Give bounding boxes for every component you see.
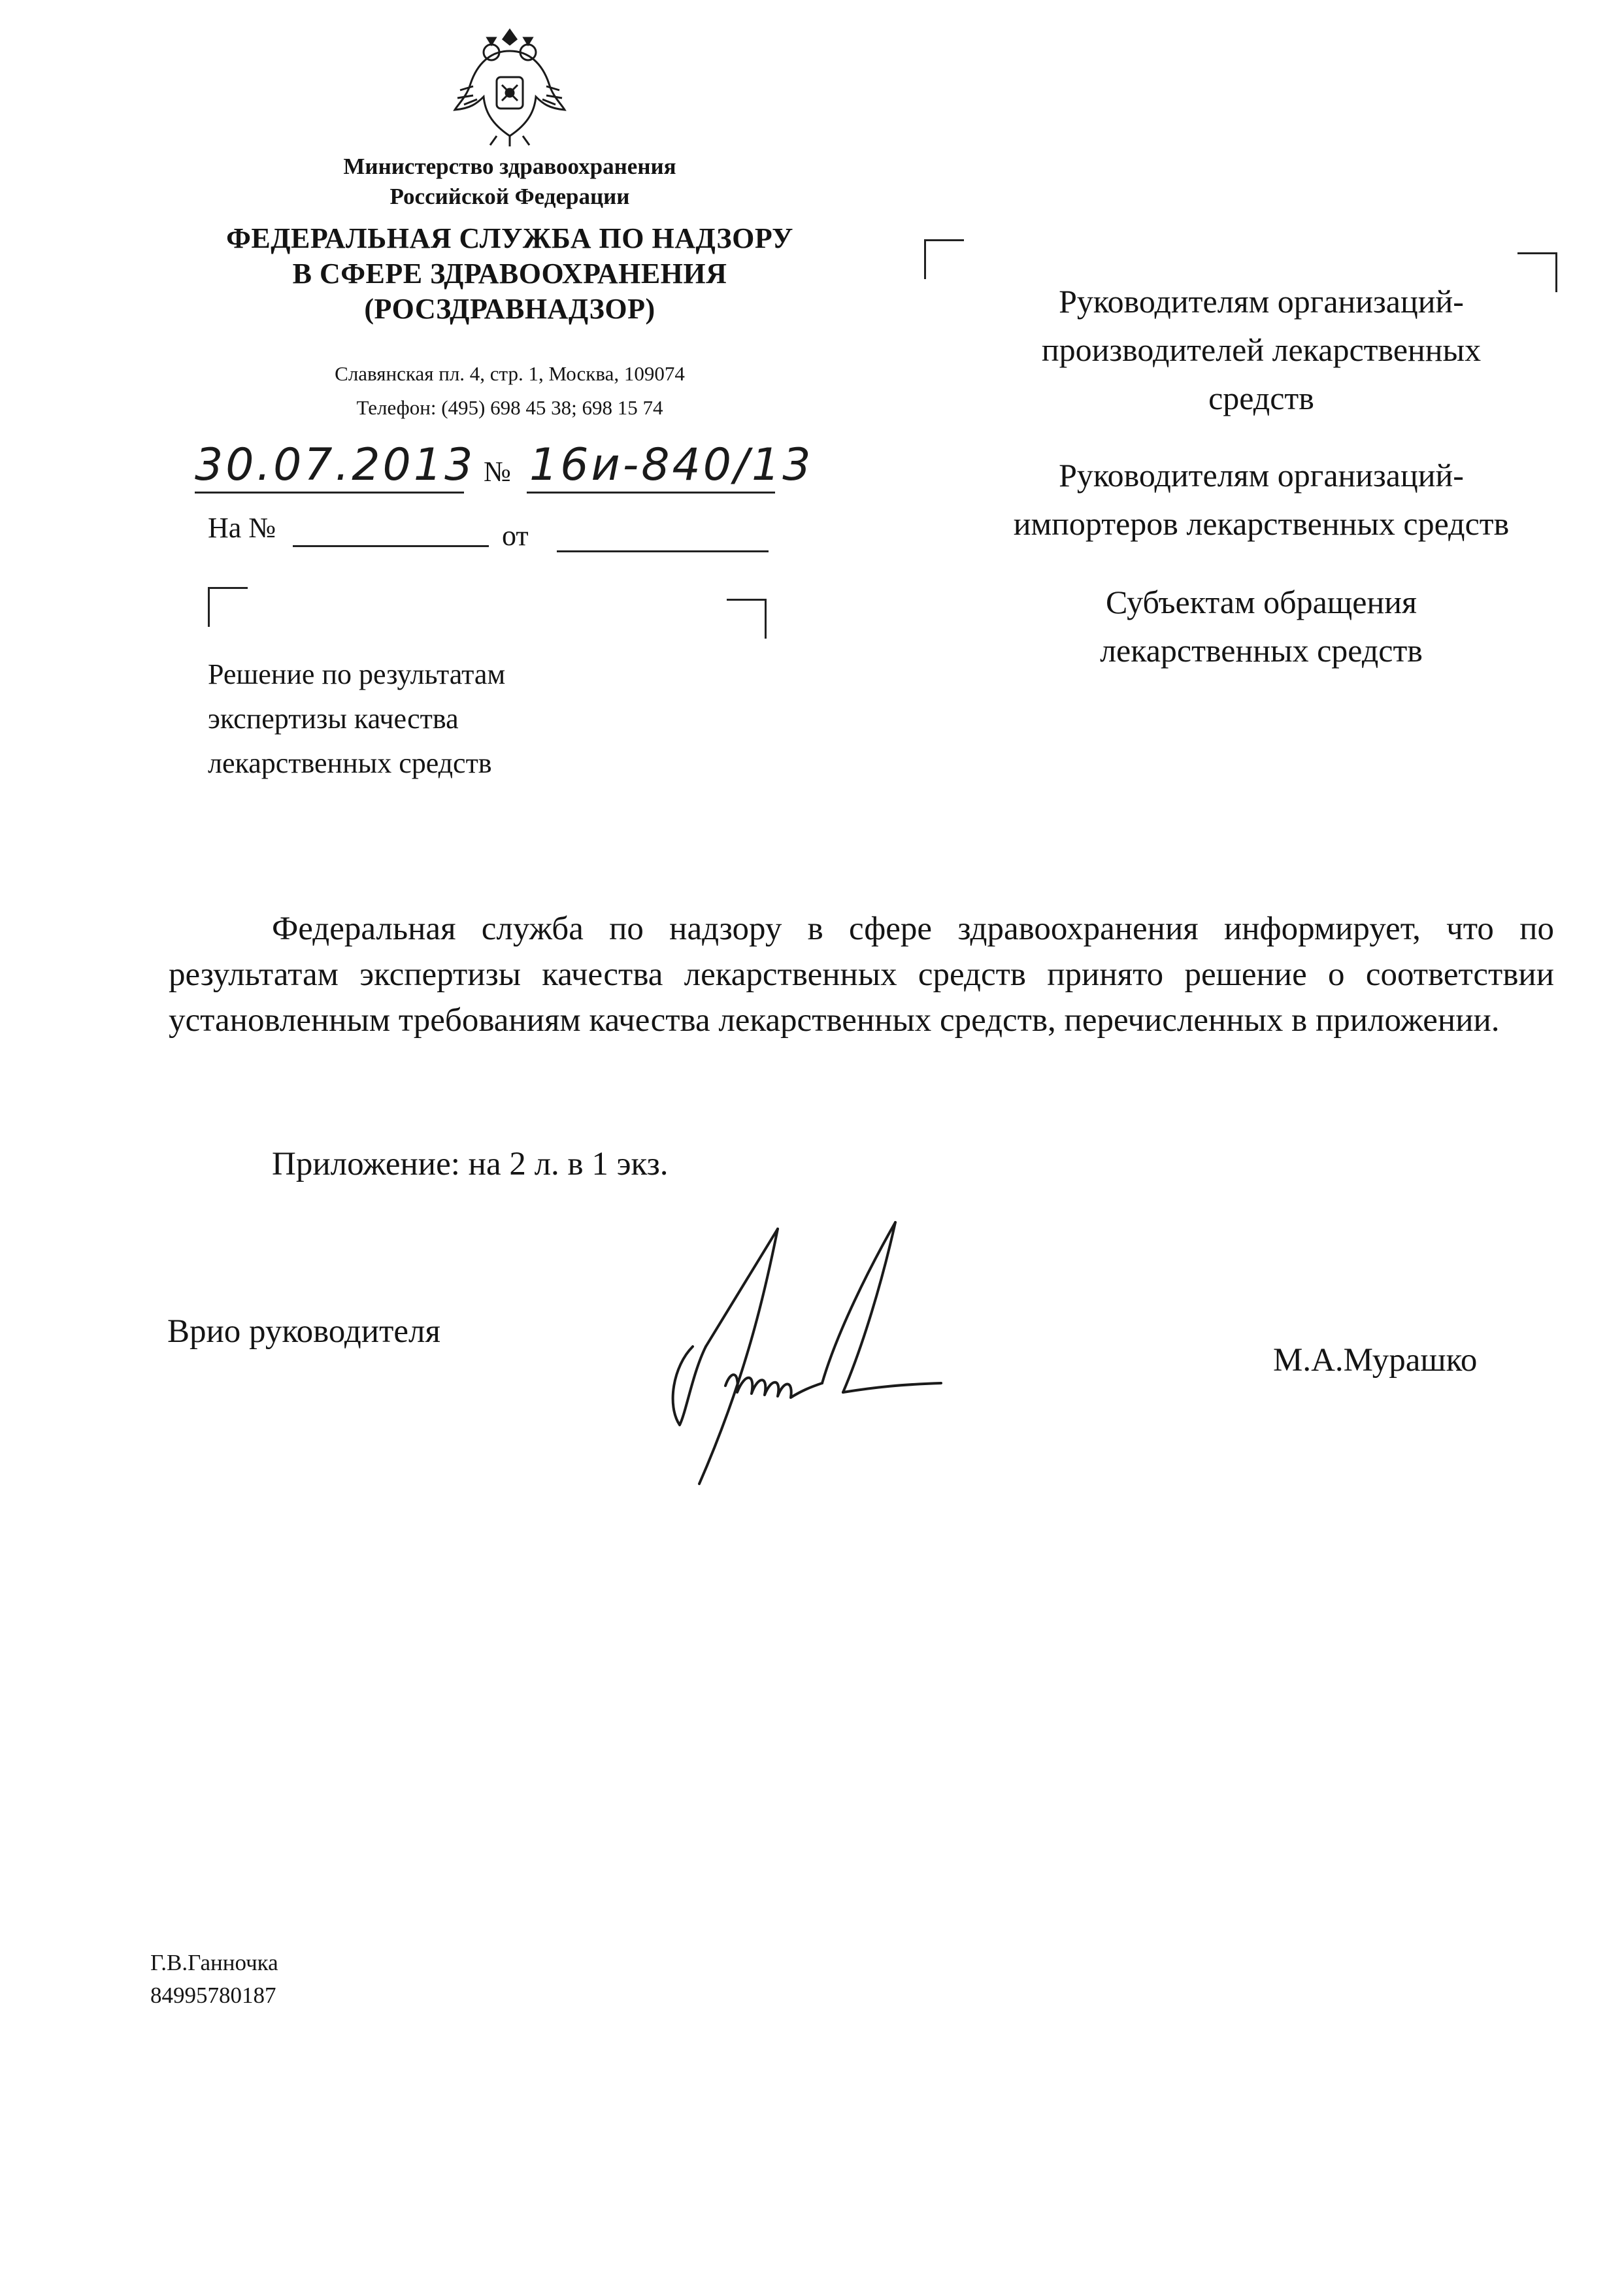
agency-contacts: [235, 357, 784, 425]
signatory-title: Врио руководителя: [167, 1313, 440, 1350]
handwritten-signature-icon: [654, 1216, 967, 1490]
addressee-line: лекарственных средств: [1100, 632, 1423, 669]
executor-info: [150, 1947, 278, 2012]
addressee-manufacturers: [961, 277, 1562, 422]
addressee-corner-left: [924, 239, 964, 279]
addressee-line: импортеров лекарственных средств: [1013, 505, 1510, 542]
addressee-line: средств: [1208, 380, 1314, 416]
ministry-line: Российской Федерации: [389, 184, 630, 209]
subject-line: лекарственных средств: [208, 747, 492, 779]
registration-date: 30.07.2013: [195, 439, 476, 491]
addressee-line: производителей лекарственных: [1041, 331, 1482, 368]
letter-body-paragraph: Федеральная служба по надзору в сфере здравоохранения информирует, что по результатам экспертизы качества лекарственных средств принято решение о соответствии установленным требованиям качества лекарственных средств, перечисленных в приложении.: [169, 911, 1554, 1039]
addressee-line: Руководителям организаций-: [1059, 283, 1464, 320]
attachment-note: Приложение: на 2 л. в 1 экз.: [272, 1146, 669, 1182]
reference-number-blank: [293, 545, 489, 547]
subject-line: Решение по результатам: [208, 658, 506, 690]
agency-name: [196, 221, 823, 327]
addressee-importers: [961, 451, 1562, 548]
subject-corner-right: [727, 599, 767, 639]
ministry-name: [261, 152, 758, 212]
agency-line: В СФЕРЕ ЗДРАВООХРАНЕНИЯ: [292, 258, 727, 290]
subject-corner-left: [208, 587, 248, 627]
executor-phone: 84995780187: [150, 1983, 276, 2008]
date-underline: [195, 492, 464, 494]
subject-heading: [208, 652, 613, 786]
number-sign: №: [484, 456, 511, 488]
reference-number-label: На №: [208, 512, 276, 544]
agency-address: Славянская пл. 4, стр. 1, Москва, 109074: [335, 362, 685, 385]
addressee-circulation-subjects: [961, 578, 1562, 675]
addressee-line: Руководителям организаций-: [1059, 457, 1464, 494]
reference-date-blank: [557, 550, 769, 552]
number-underline: [527, 492, 775, 494]
subject-line: экспертизы качества: [208, 703, 459, 735]
russian-coat-of-arms-icon: [451, 25, 569, 149]
signatory-name: М.А.Мурашко: [1273, 1342, 1478, 1379]
ministry-line: Министерство здравоохранения: [343, 154, 676, 179]
agency-line: (РОСЗДРАВНАДЗОР): [364, 293, 655, 325]
executor-name: Г.В.Ганночка: [150, 1950, 278, 1975]
registration-number: 16и-840/13: [529, 439, 814, 491]
addressee-line: Субъектам обращения: [1106, 584, 1417, 620]
agency-phone: Телефон: (495) 698 45 38; 698 15 74: [356, 396, 663, 419]
reference-from-label: от: [502, 520, 529, 552]
agency-line: ФЕДЕРАЛЬНАЯ СЛУЖБА ПО НАДЗОРУ: [226, 222, 793, 254]
